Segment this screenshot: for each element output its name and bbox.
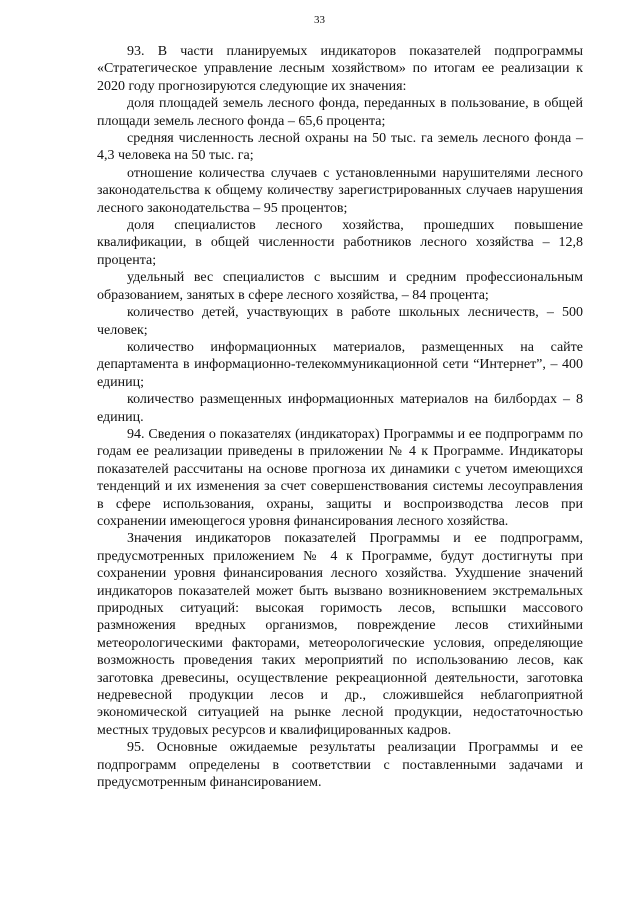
paragraph-94: 94. Сведения о показателях (индикаторах) Программы и ее подпрограмм по годам ее реализации приведены в приложении № 4 к Программе. Индикаторы показателей рассчитаны на основе прогноза их динамики с учетом имеющихся тенденций и их изменения за счет совершенствования системы лесоуправления в сфере использования, охраны, защиты и воспроизводства лесов при сохранении имеющегося уровня финансирования лесного хозяйства. <box>97 426 583 529</box>
list-item-forest-land-share: доля площадей земель лесного фонда, переданных в пользование, в общей площади земель лесного фонда – 65,6 процента; <box>97 96 583 129</box>
list-item-qualified-specialists: доля специалистов лесного хозяйства, прошедших повышение квалификации, в общей численности работников лесного хозяйства – 12,8 процента; <box>97 218 583 268</box>
paragraph-95: 95. Основные ожидаемые результаты реализации Программы и ее подпрограмм определены в соответствии с поставленными задачами и предусмотренным финансированием. <box>97 740 583 791</box>
page-number: 33 <box>314 14 325 26</box>
list-item-school-forestry-children: количество детей, участвующих в работе школьных лесничеств, – 500 человек; <box>97 305 583 338</box>
list-item-website-materials: количество информационных материалов, размещенных на сайте департамента в информационно-телекоммуникационной сети “Интернет”, – 400 единиц; <box>97 339 583 390</box>
list-item-billboard-materials: количество размещенных информационных материалов на билбордах – 8 единиц. <box>97 392 583 425</box>
paragraph-93-intro: 93. В части планируемых индикаторов показателей подпрограммы «Стратегическое управление лесным хозяйством» по итогам ее реализации к 2020 году прогнозируются следующие их значения: <box>97 44 583 94</box>
paragraph-indicators-values: Значения индикаторов показателей Программы и ее подпрограмм, предусмотренных приложением № 4 к Программе, будут достигнуты при сохранении уровня финансирования лесного хозяйства. Ухудшение значений индикаторов показателей может быть вызвано возникновением экстремальных природных ситуаций: высокая горимость лесов, вспышки массового размножения вредных организмов, повреждение лесов стихийными метеорологическими факторами, метеорологические условия, определяющие возможность проведения таких мероприятий по использованию лесов, как заготовка древесины, осуществление рекреационной деятельности, заготовка недревесной продукции лесов и др., сложившейся неблагоприятной экономической ситуацией на рынке лесной продукции, недостаточностью местных трудовых ресурсов и квалифицированных кадров. <box>97 531 583 738</box>
list-item-forest-guard-count: средняя численность лесной охраны на 50 тыс. га земель лесного фонда – 4,3 человека на 50 тыс. га; <box>97 131 583 164</box>
list-item-violations-ratio: отношение количества случаев с установленными нарушителями лесного законодательства к общему количеству зарегистрированных случаев нарушения лесного законодательства – 95 процентов; <box>97 165 583 216</box>
document-body <box>97 43 583 791</box>
list-item-educated-specialists: удельный вес специалистов с высшим и средним профессиональным образованием, занятых в сфере лесного хозяйства, – 84 процента; <box>97 270 583 303</box>
